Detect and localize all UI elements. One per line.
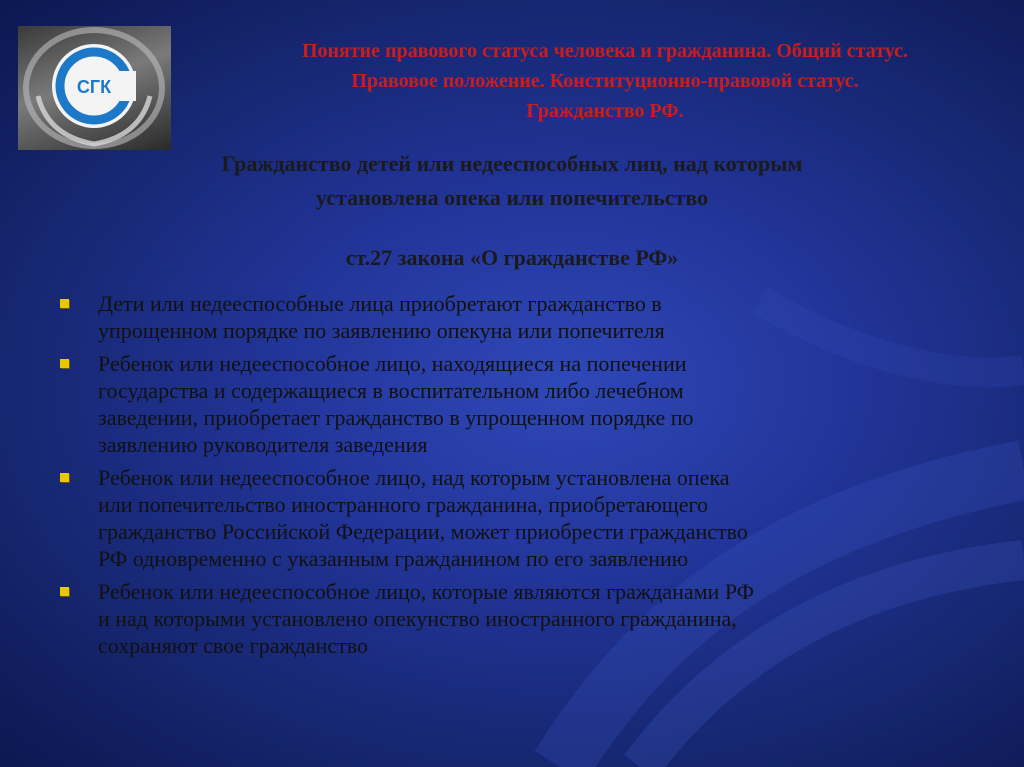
bullet-item bbox=[58, 350, 958, 458]
bullet-text bbox=[98, 350, 958, 458]
bullet-line: и над которыми установлено опекунство иностранного гражданина, bbox=[98, 606, 737, 631]
header-title-line: Понятие правового статуса человека и гражданина. Общий статус. bbox=[301, 40, 909, 62]
bullet-list bbox=[58, 290, 958, 665]
bullet-line: Ребенок или недееспособное лицо, которые являются гражданами РФ bbox=[98, 579, 755, 604]
subtitle-line: установлена опека или попечительство bbox=[315, 185, 709, 210]
bullet-line: заявлению руководителя заведения bbox=[98, 432, 428, 457]
bullet-line: гражданство Российской Федерации, может приобрести гражданство bbox=[98, 519, 748, 544]
bullet-line: заведении, приобретает гражданство в упрощенном порядке по bbox=[98, 405, 694, 430]
emblem-logo bbox=[18, 26, 171, 150]
square-bullet-icon bbox=[60, 473, 69, 482]
logo-text: СГК bbox=[76, 77, 112, 97]
bullet-item bbox=[58, 290, 958, 344]
header-title bbox=[190, 36, 1020, 126]
bullet-text bbox=[98, 578, 958, 659]
subtitle-line: Гражданство детей или недееспособных лиц, над которым bbox=[221, 151, 803, 176]
bullet-line: упрощенном порядке по заявлению опекуна или попечителя bbox=[98, 318, 665, 343]
square-bullet-icon bbox=[60, 299, 69, 308]
bullet-line: сохраняют свое гражданство bbox=[98, 633, 369, 658]
square-bullet-icon bbox=[60, 587, 69, 596]
bullet-line: или попечительство иностранного гражданина, приобретающего bbox=[98, 492, 708, 517]
law-reference: ст.27 закона «О гражданстве РФ» bbox=[345, 245, 679, 270]
header-title-line: Гражданство РФ. bbox=[526, 100, 684, 122]
square-bullet-icon bbox=[60, 359, 69, 368]
bullet-text bbox=[98, 464, 958, 572]
bullet-text bbox=[98, 290, 958, 344]
header-title-line: Правовое положение. Конституционно-правовой статус. bbox=[351, 70, 859, 92]
bullet-line: РФ одновременно с указанным гражданином по его заявлению bbox=[98, 546, 689, 571]
bullet-line: Ребенок или недееспособное лицо, находящиеся на попечении bbox=[98, 351, 687, 376]
bullet-line: государства и содержащиеся в воспитательном либо лечебном bbox=[98, 378, 684, 403]
emblem-logo-icon bbox=[18, 26, 171, 150]
slide-subtitle bbox=[40, 147, 984, 215]
bullet-item bbox=[58, 464, 958, 572]
bullet-line: Ребенок или недееспособное лицо, над которым установлена опека bbox=[98, 465, 730, 490]
bullet-line: Дети или недееспособные лица приобретают гражданство в bbox=[98, 291, 662, 316]
bullet-item bbox=[58, 578, 958, 659]
